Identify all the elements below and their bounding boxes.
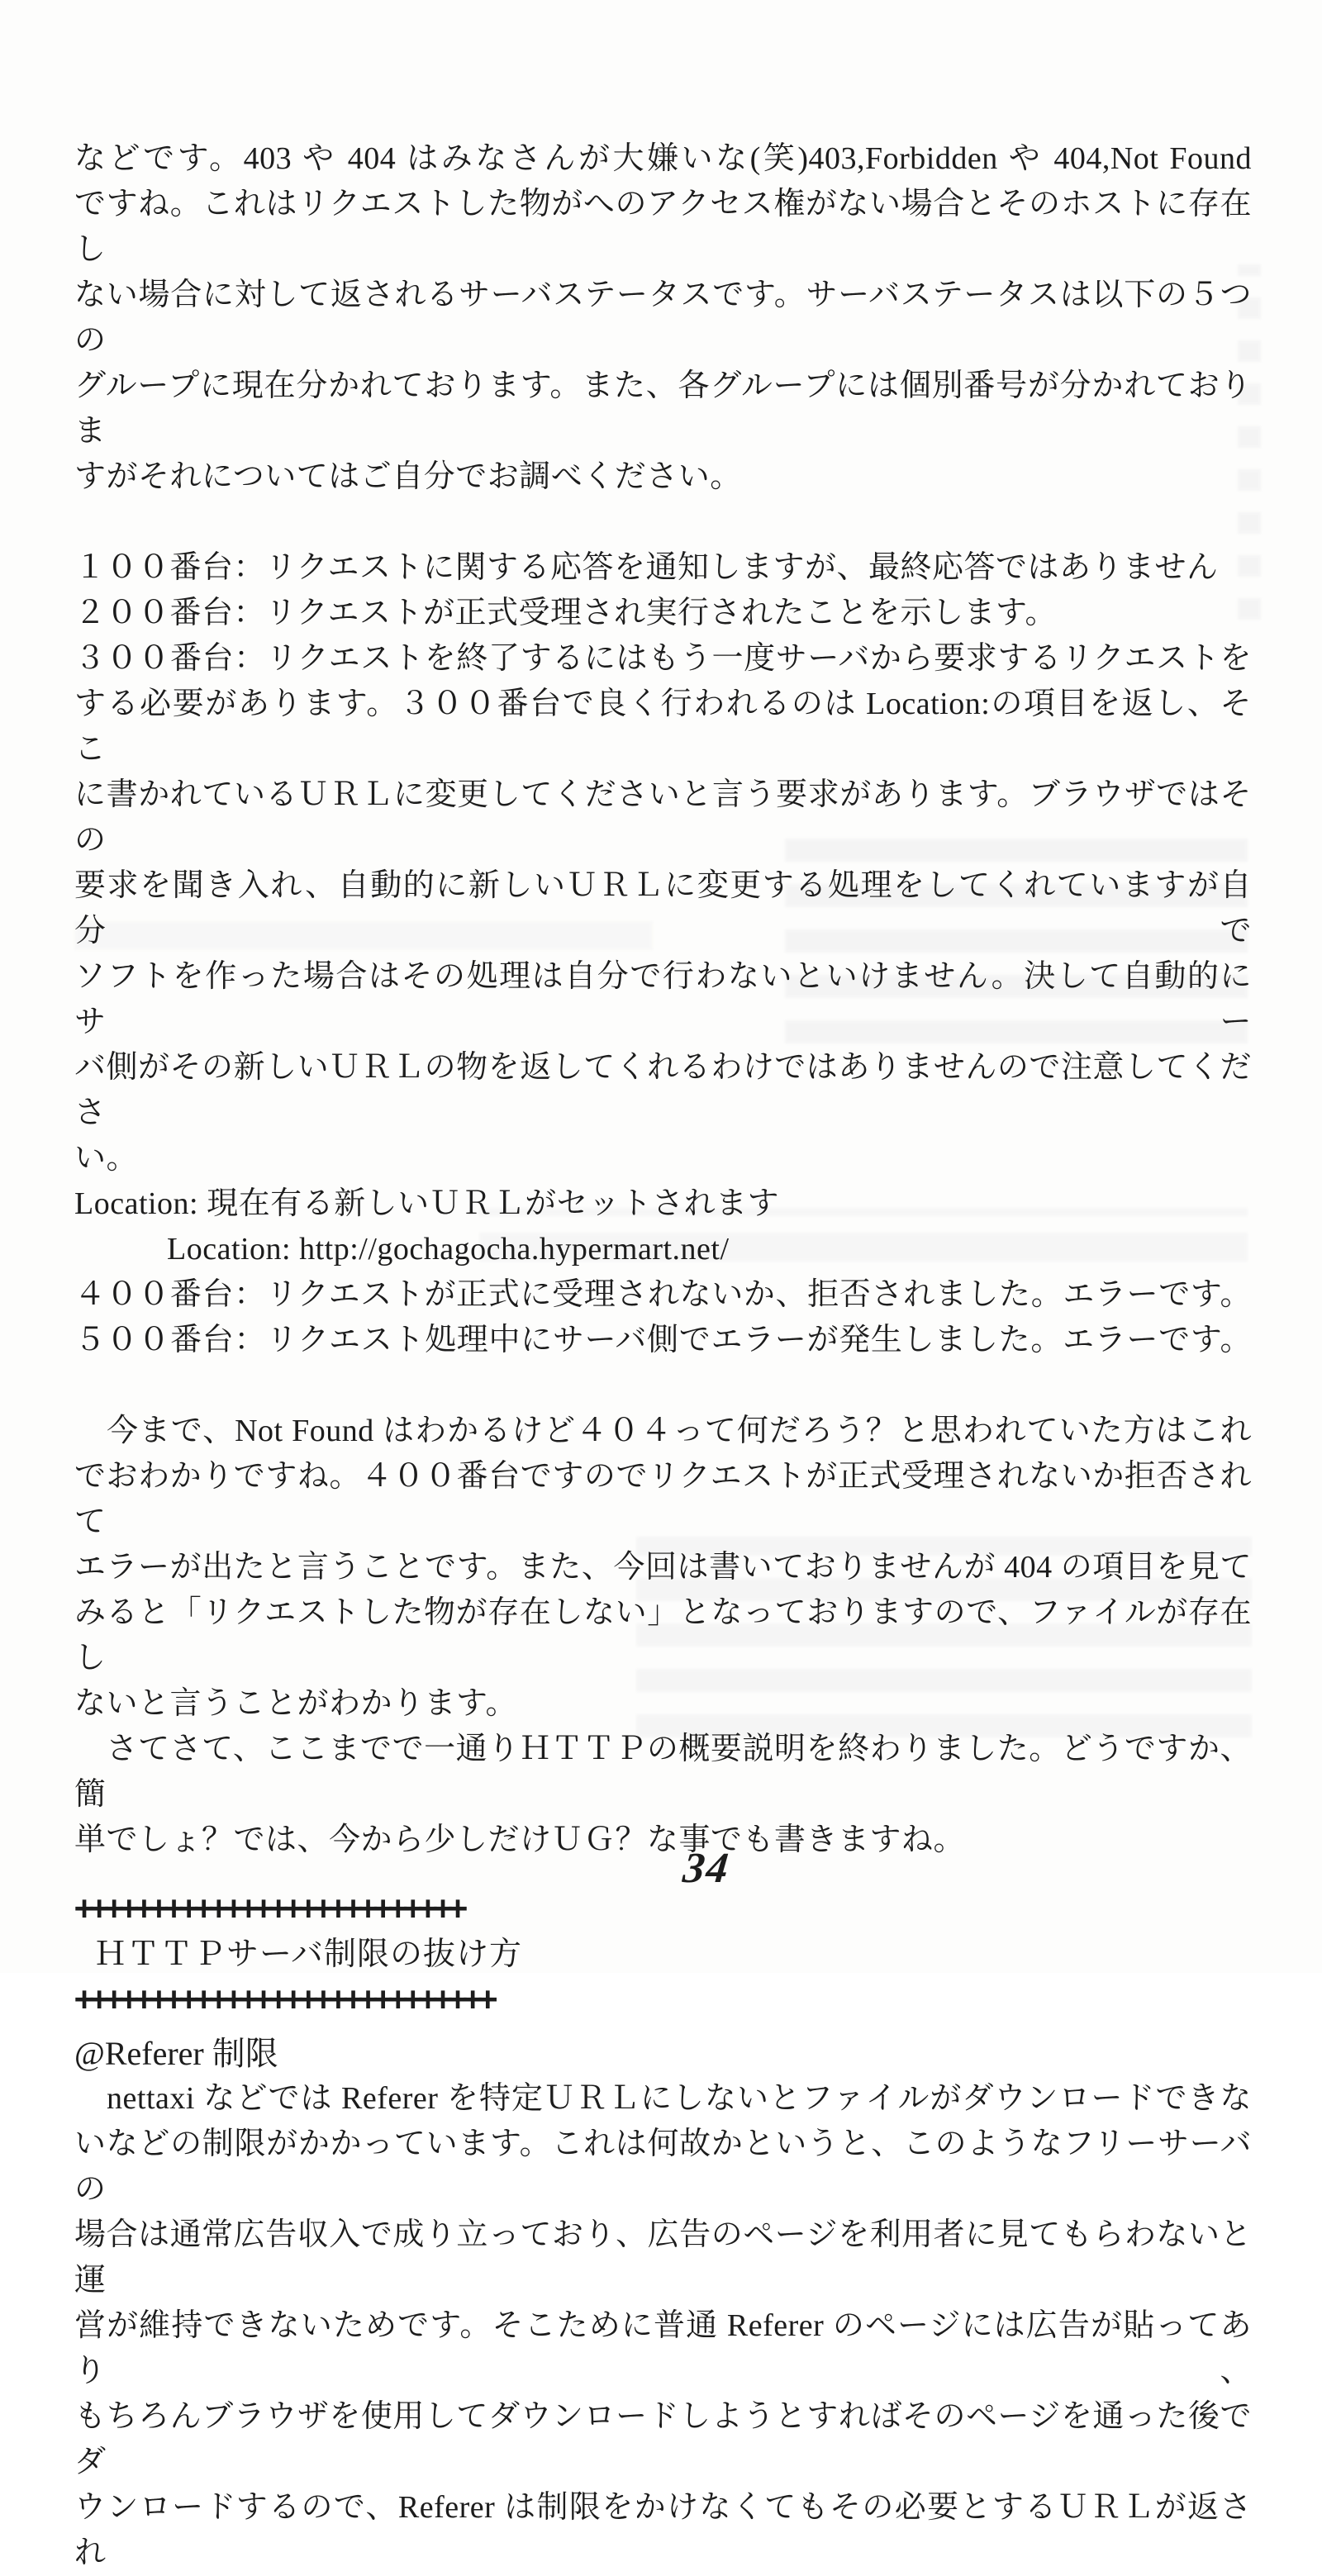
text-line: エラーが出たと言うことです。また、今回は書いておりませんが 404 の項目を見て: [74, 1550, 1252, 1585]
text-line: ない場合に対して返されるサーバステータスです。サーバステータスは以下の５つの: [74, 278, 1252, 358]
text-line: などです。403 や 404 はみなさんが大嫌いな(笑)403,Forbidden や 404,Not Found: [74, 141, 1252, 176]
intro-paragraph: [74, 136, 1252, 500]
text-line: nettaxi などでは Referer を特定ＵＲＬにしないとファイルがダウンロードできな: [74, 2081, 1252, 2116]
referer-limit-section: [74, 2031, 1252, 2576]
text-line: 要求を聞き入れ、自動的に新しいＵＲＬに変更する処理をしてくれていますが自分で: [74, 868, 1252, 948]
section-divider-header: [74, 1886, 1252, 2022]
text-line: 場合は通常広告収入で成り立っており、広告のページを利用者に見てもらわないと運: [74, 2217, 1252, 2298]
text-line: すがそれについてはご自分でお調べください。: [74, 459, 742, 494]
status-200-line: ２００番台：リクエストが正式受理され実行されたことを示します。: [74, 596, 1057, 630]
page-number: 34: [681, 1845, 732, 1892]
location-url-line: Location: http://gochagocha.hypermart.net/: [167, 1232, 730, 1267]
text-line: ソフトを作った場合はその処理は自分で行わないといけません。決して自動的にサー: [74, 959, 1252, 1039]
text-line: もちろんブラウザを使用してダウンロードしようとすればそのページを通った後でダ: [74, 2399, 1252, 2479]
location-header-line: Location: 現在有る新しいＵＲＬがセットされます: [74, 1186, 780, 1221]
status-500-line: ５００番台：リクエスト処理中にサーバ側でエラーが発生しました。エラーです。: [74, 1323, 1252, 1357]
paragraph-spacer: [74, 1363, 1252, 1409]
text-line: に書かれているＵＲＬに変更してくださいと言う要求があります。ブラウザではその: [74, 777, 1252, 858]
section-title: ＨＴＴＰサーバ制限の抜け方: [94, 1937, 523, 1972]
paragraph-spacer: [74, 500, 1252, 545]
text-line: ウンロードするので、Referer は制限をかけなくてもその必要とするＵＲＬが返され: [74, 2490, 1252, 2570]
plus-border-top: ++++++++++++++++++++++++++: [74, 1889, 464, 1927]
text-line: 今まで、Not Found はわかるけど４０４って何だろう？と思われていた方はこれ: [74, 1414, 1252, 1448]
paragraph-spacer: [74, 2022, 1252, 2031]
text-line: 単でしょ？では、今から少しだけＵＧ？な事でも書きますね。: [74, 1823, 966, 1857]
text-line: 営が維持できないためです。そこために普通 Referer のページには広告が貼ってあり、: [74, 2308, 1252, 2388]
status-400-line: ４００番台：リクエストが正式に受理されないか、拒否されました。エラーです。: [74, 1277, 1252, 1312]
text-line: ないと言うことがわかります。: [74, 1686, 517, 1721]
referer-heading: @Referer 制限: [74, 2035, 278, 2072]
explanation-paragraph: [74, 1409, 1252, 1863]
plus-border-bottom: ++++++++++++++++++++++++++++: [74, 1980, 493, 2018]
status-100-line: １００番台：リクエストに関する応答を通知しますが、最終応答ではありません: [74, 550, 1219, 585]
text-line: みると「リクエストした物が存在しない」となっておりますので、ファイルが存在し: [74, 1595, 1252, 1675]
text-line: バ側がその新しいＵＲＬの物を返してくれるわけではありませんので注意してくださ: [74, 1050, 1252, 1130]
text-line: さてさて、ここまでで一通りＨＴＴＰの概要説明を終わりました。どうですか、簡: [74, 1732, 1252, 1812]
text-line: グループに現在分かれております。また、各グループには個別番号が分かれておりま: [74, 368, 1252, 449]
text-line: い。: [74, 1141, 139, 1176]
text-line: ですね。これはリクエストした物がへのアクセス権がない場合とそのホストに存在し: [74, 187, 1252, 267]
status-300-line: ３００番台：リクエストを終了するにはもう一度サーバから要求するリクエストを: [74, 641, 1252, 676]
text-line: する必要があります。３００番台で良く行われるのは Location:の項目を返し、そこ: [74, 687, 1252, 767]
page-body-text: [74, 136, 1252, 2576]
text-line: いなどの制限がかかっています。これは何故かというと、このようなフリーサーバの: [74, 2127, 1252, 2207]
status-code-list: [74, 545, 1252, 1363]
text-line: でおわかりですね。４００番台ですのでリクエストが正式受理されないか拒否されて: [74, 1459, 1252, 1539]
